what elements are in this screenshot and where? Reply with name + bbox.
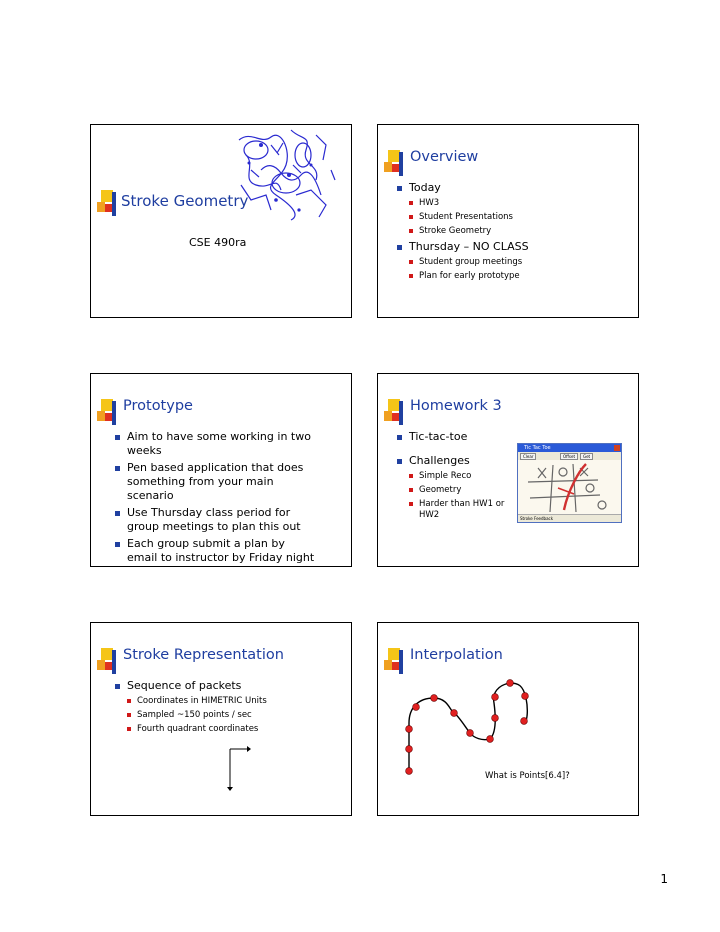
sub-bullet: Student group meetings [409, 257, 529, 268]
app-title: Tic Tac Toe [524, 445, 551, 451]
close-icon [614, 445, 620, 451]
sub-bullet: Sampled ~150 points / sec [127, 710, 267, 721]
app-statusbar [518, 514, 621, 523]
slide-subtitle: CSE 490ra [189, 236, 247, 249]
sample-point [522, 693, 529, 700]
slide-5 [90, 622, 352, 816]
bullet: Challenges [409, 454, 470, 467]
slide-body [115, 679, 267, 738]
status-text: Stroke Feedback [520, 516, 554, 521]
bullet: Thursday – NO CLASS [409, 240, 529, 253]
bullet: Sequence of packets [127, 679, 242, 692]
title-decoration [97, 648, 119, 674]
app-window [517, 443, 622, 523]
sub-bullet: Plan for early prototype [409, 271, 529, 282]
title-decoration [384, 399, 406, 425]
slide-body [115, 430, 315, 568]
bullet: Aim to have some working in two weeks [115, 430, 315, 458]
clear-button[interactable]: Clear [520, 453, 536, 460]
title-decoration [384, 150, 406, 176]
bullet: Today [409, 181, 441, 194]
slide-title: Interpolation [410, 647, 503, 663]
sub-bullet: Fourth quadrant coordinates [127, 724, 267, 735]
slide-title: Stroke Geometry [121, 192, 249, 210]
sample-point [406, 746, 413, 753]
slide-title: Homework 3 [410, 398, 502, 414]
slide-2 [377, 124, 639, 318]
sample-point [413, 704, 420, 711]
sub-bullet: Simple Reco [409, 471, 517, 482]
bullet: Use Thursday class period for group meetings to plan this out [115, 506, 315, 534]
slide-title: Overview [410, 149, 479, 165]
app-titlebar [518, 444, 621, 452]
slide-4 [377, 373, 639, 567]
sample-point [467, 730, 474, 737]
interpolation-diagram [378, 663, 640, 783]
slide-3 [90, 373, 352, 567]
clipart-image [231, 125, 341, 225]
slide-6 [377, 622, 639, 816]
sample-point [507, 680, 514, 687]
page-number: 1 [660, 872, 668, 886]
sub-bullet: Geometry [409, 485, 517, 496]
sample-point [492, 694, 499, 701]
bullet: Tic-tac-toe [409, 430, 468, 443]
slide-title: Stroke Representation [123, 647, 284, 663]
slide-body [397, 430, 517, 524]
sample-point [487, 736, 494, 743]
sub-bullet: Harder than HW1 or HW2 [409, 499, 514, 521]
sub-bullet: Coordinates in HIMETRIC Units [127, 696, 267, 707]
tic-tac-toe-canvas[interactable] [518, 460, 621, 514]
bullet: Pen based application that does something from your main scenario [115, 461, 315, 503]
slide-body [397, 181, 529, 285]
sample-point [521, 718, 528, 725]
sample-point [431, 695, 438, 702]
offset-button[interactable]: Offset [560, 453, 578, 460]
sub-bullet: HW3 [409, 198, 529, 209]
get-button[interactable]: Get [580, 453, 593, 460]
title-decoration [97, 190, 119, 216]
sample-point [451, 710, 458, 717]
sub-bullet: Student Presentations [409, 212, 529, 223]
interpolation-caption: What is Points[6.4]? [485, 771, 570, 781]
sub-bullet: Stroke Geometry [409, 226, 529, 237]
slide-1 [90, 124, 352, 318]
app-toolbar [518, 452, 621, 460]
sample-point [492, 715, 499, 722]
axes-diagram [223, 743, 253, 793]
sample-point [406, 726, 413, 733]
title-decoration [97, 399, 119, 425]
slide-title: Prototype [123, 398, 193, 414]
sample-point [406, 768, 413, 775]
bullet: Each group submit a plan by email to instructor by Friday night [115, 537, 315, 565]
